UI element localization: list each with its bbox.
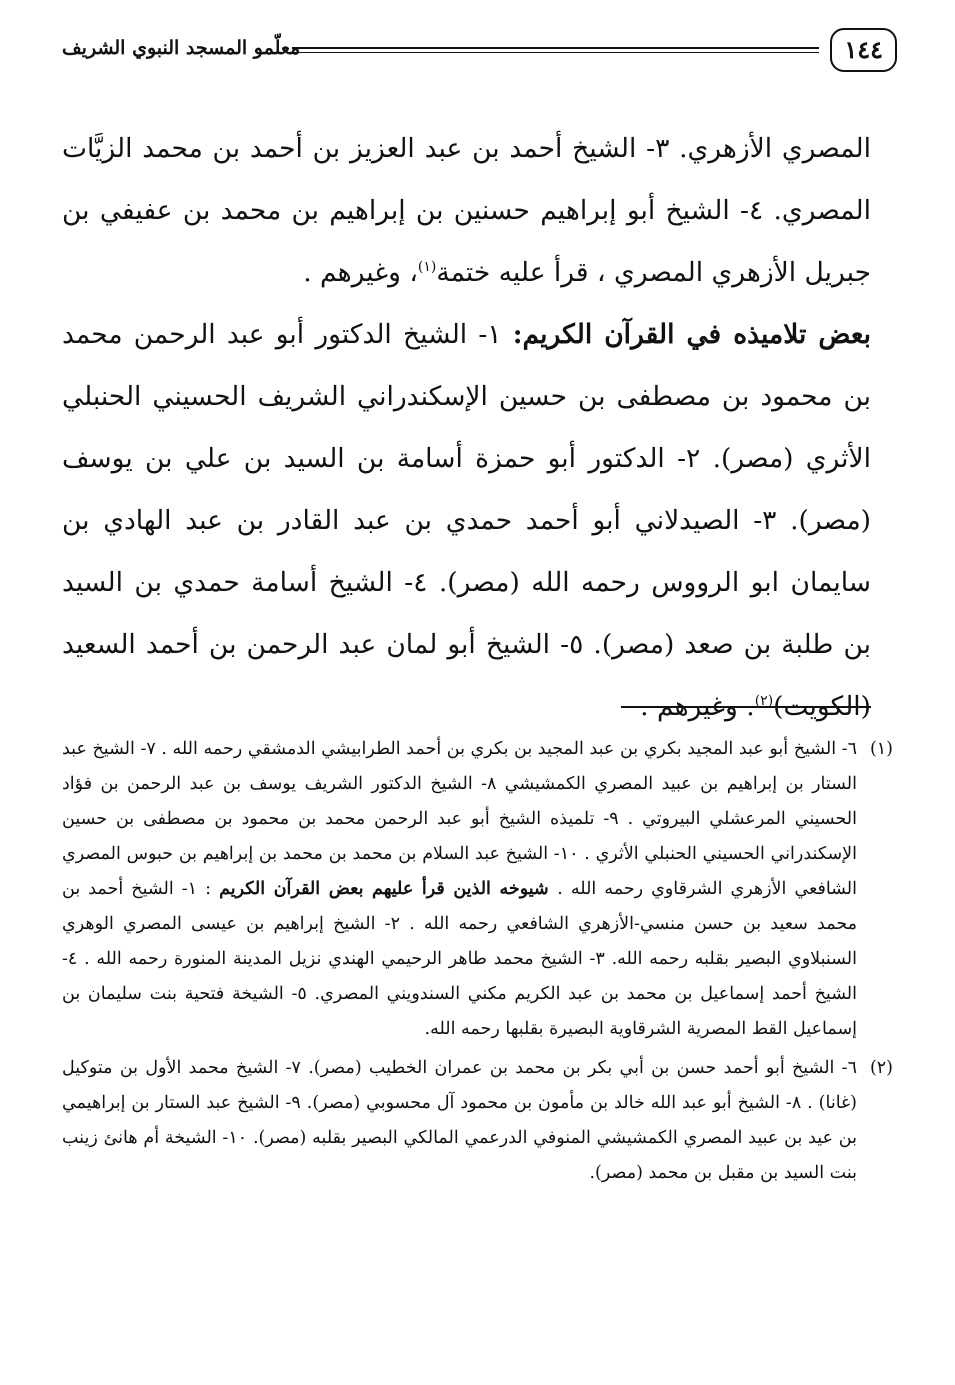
- paragraph-teachers: [62, 118, 871, 304]
- paragraph-text: ١- الشيخ الدكتور أبو عبد الرحمن محمد بن محمود بن مصطفى بن حسين الإسكندراني الشريف الحسيني الحنبلي الأثري (مصر). ٢- الدكتور أبو حمزة أسامة بن السيد بن علي بن يوسف (مصر). ٣- الصيدلاني أبو أحمد حمدي بن عبد القادر بن عبد الهادي بن سايمان ابو الرووس رحمه الله (مصر). ٤- الشيخ أسامة حمدي بن السيد بن طلبة بن صعد (مصر). ٥- الشيخ أبو لمان عبد الرحمن بن أحمد السعيد (الكويت): [62, 319, 871, 722]
- running-title: معلّمو المسجد النبوي الشريف: [62, 37, 301, 59]
- footnote-ref-1[interactable]: (١): [417, 259, 437, 276]
- section-heading-students: بعض تلاميذه في القرآن الكريم:: [512, 319, 871, 350]
- paragraph-tail: . وغيرهم .: [640, 691, 755, 722]
- main-text: [62, 118, 871, 738]
- footnote-separator: [621, 706, 871, 708]
- footnote-body: [62, 732, 857, 1047]
- footnote-ref-2[interactable]: (٢): [754, 693, 774, 710]
- paragraph-text: المصري الأزهري. ٣- الشيخ أحمد بن عبد العزيز بن أحمد بن محمد الزيَّات المصري. ٤- الشيخ أبو إبراهيم حسنين بن إبراهيم بن محمد بن عفيفي بن جبريل الأزهري المصري ، قرأ عليه ختمة: [62, 133, 871, 288]
- footnote-text: : ١- الشيخ أحمد بن محمد سعيد بن حسن منسي-الأزهري الشافعي رحمه الله . ٢- الشيخ إبراهيم بن عيسى المصري الوهري السنبلاوي البصير بقلبه رحمه الله. ٣- الشيخ محمد طاهر الرحيمي الهندي نزيل المدينة المنورة رحمه الله . ٤- الشيخ أحمد إسماعيل بن محمد بن عبد الكريم مكني السندويني المصري. ٥- الشيخة فتحية بنت سليمان بن إسماعيل القط المصرية الشرقاوية البصيرة بقلبها رحمه الله.: [62, 879, 857, 1039]
- paragraph-students: [62, 304, 871, 738]
- footnote-1: [62, 732, 893, 1047]
- paragraph-tail: ، وغيرهم .: [303, 257, 418, 288]
- header-rule: [292, 47, 819, 53]
- page-header: [62, 28, 897, 72]
- footnote-marker: (٢): [869, 1058, 893, 1078]
- footnote-body: [62, 1051, 857, 1191]
- footnote-heading: شيوخه الذين قرأ عليهم بعض القرآن الكريم: [219, 879, 558, 899]
- footnote-text: ٦- الشيخ أبو أحمد حسن بن أبي بكر بن محمد بن عمران الخطيب (مصر). ٧- الشيخ محمد الأول بن متوكيل (غانا) . ٨- الشيخ أبو عبد الله خالد بن مأمون بن محمود آل محسوبي (مصر). ٩- الشيخ عبد الستار بن إبراهيمي بن عيد بن عبيد المصري الكمشيشي المنوفي الدرعمي المالكي البصير بقلبه (مصر). ١٠- الشيخة أم هانئ زينب بنت السيد بن مقبل بن محمد (مصر).: [62, 1058, 858, 1183]
- footnote-2: [62, 1051, 893, 1191]
- footnote-marker: (١): [869, 739, 893, 759]
- footnotes: [62, 732, 893, 1195]
- footnote-text: ٦- الشيخ أبو عبد المجيد بكري بن عبد المجيد بن بكري بن أحمد الطرابيشي الدمشقي رحمه الله . ٧- الشيخ عبد الستار بن إبراهيم بن عبيد المصري الكمشيشي ٨- الشيخ الدكتور الشريف يوسف بن عبد الرحمن بن فؤاد الحسيني المرعشلي البيروتي . ٩- تلميذه الشيخ أبو عبد الرحمن محمد بن محمود بن مصطفى بن حسين الإسكندراني الحسيني الحنبلي الأثري . ١٠- الشيخ عبد السلام بن محمد بن محمد بن إبراهيم بن حبوس المصري الشافعي الأزهري الشرقاوي رحمه الله .: [62, 739, 858, 899]
- page-number: ١٤٤: [830, 28, 897, 72]
